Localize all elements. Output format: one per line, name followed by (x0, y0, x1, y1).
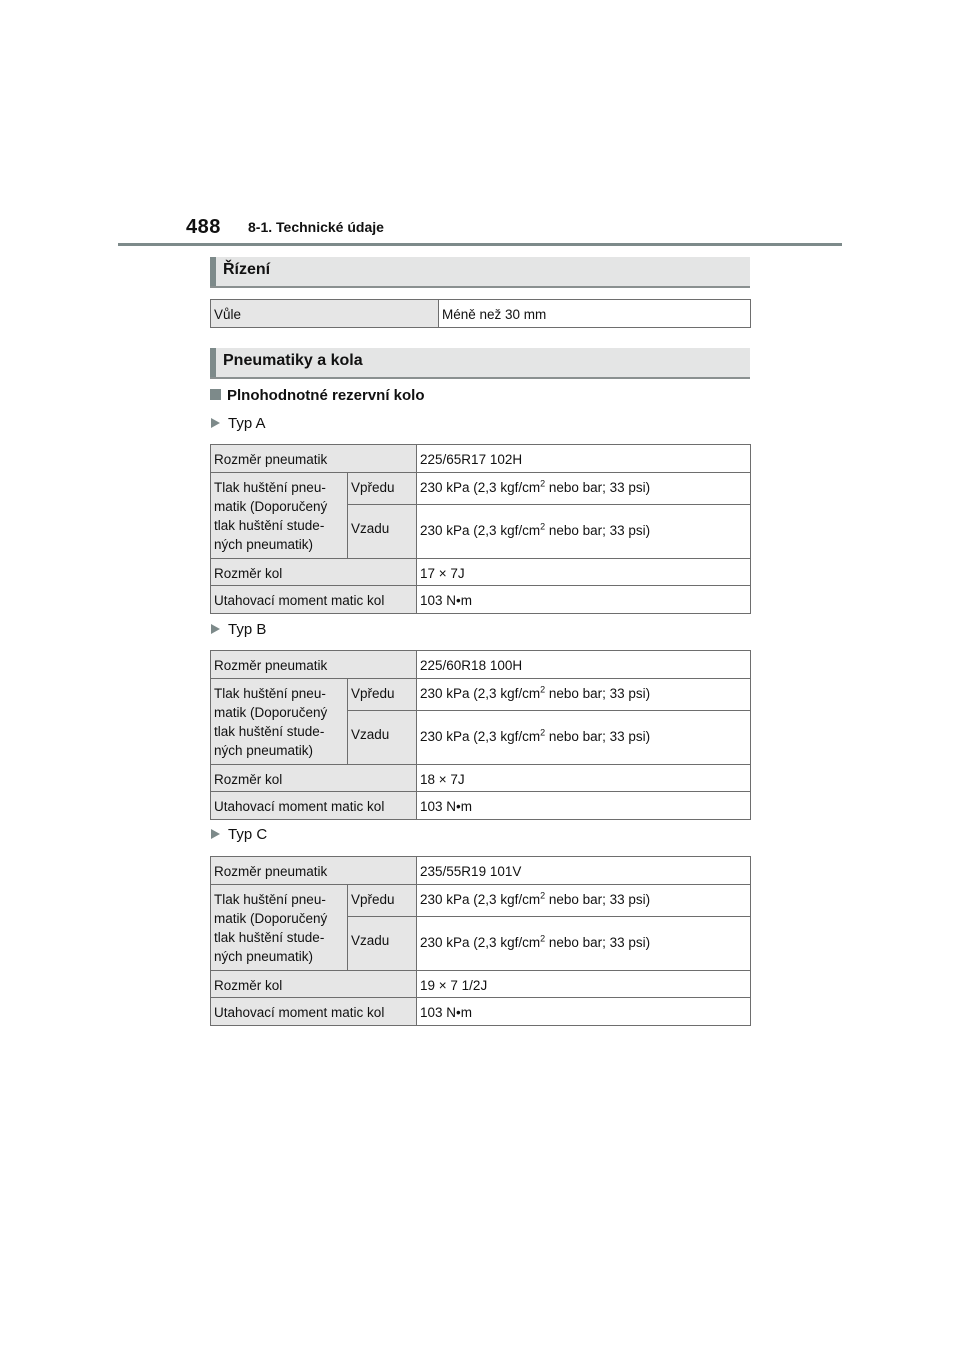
pressure-label (211, 473, 348, 559)
chapter-title: 8-1. Technické údaje (248, 219, 384, 235)
steering-table (210, 299, 751, 328)
tire-size-label: Rozměr pneumatik (211, 445, 417, 473)
front-label: Vpředu (348, 885, 417, 917)
pressure-label (211, 885, 348, 971)
wheel-size-value: 17 × 7J (417, 559, 751, 586)
triangle-bullet-icon (211, 418, 220, 428)
table-row (211, 792, 751, 820)
tires-title: Pneumatiky a kola (223, 352, 363, 369)
table-row (211, 651, 751, 679)
heading-accent-bar (210, 257, 216, 286)
rear-label: Vzadu (348, 917, 417, 971)
tire-size-value: 225/65R17 102H (417, 445, 751, 473)
tire-size-value: 235/55R19 101V (417, 857, 751, 885)
tire-size-label: Rozměr pneumatik (211, 857, 417, 885)
rear-label: Vzadu (348, 505, 417, 559)
play-value: Méně než 30 mm (439, 300, 751, 328)
table-row (211, 971, 751, 998)
front-label: Vpředu (348, 473, 417, 505)
type-a-table (210, 444, 751, 614)
type-a-heading-text: Typ A (228, 415, 266, 432)
table-row (211, 473, 751, 505)
type-c-table (210, 856, 751, 1026)
pressure-label-line: matik (Doporučený (214, 705, 328, 720)
triangle-bullet-icon (211, 829, 220, 839)
pressure-label-line: matik (Doporučený (214, 911, 328, 926)
torque-value: 103 N•m (417, 998, 751, 1026)
tire-size-value: 225/60R18 100H (417, 651, 751, 679)
pressure-label-line: Tlak huštění pneu- (214, 892, 326, 907)
wheel-size-label: Rozměr kol (211, 971, 417, 998)
rear-label: Vzadu (348, 711, 417, 765)
table-row (211, 586, 751, 614)
torque-label: Utahovací moment matic kol (211, 586, 417, 614)
spare-wheel-subheading-text: Plnohodnotné rezervní kolo (227, 387, 425, 404)
type-b-heading-text: Typ B (228, 621, 267, 638)
table-row (211, 857, 751, 885)
rear-pressure-value: 230 kPa (2,3 kgf/$cm^2$ nebo bar; 33 psi) (417, 917, 751, 971)
pressure-label-line: tlak huštění stude- (214, 930, 325, 945)
rear-pressure-value: 230 kPa (2,3 kgf/$cm^2$ nebo bar; 33 psi) (417, 505, 751, 559)
spare-wheel-subheading (210, 387, 425, 404)
table-row (211, 679, 751, 711)
pressure-label-line: Tlak huštění pneu- (214, 686, 326, 701)
pressure-label-line: tlak huštění stude- (214, 724, 325, 739)
rear-pressure-value: 230 kPa (2,3 kgf/$cm^2$ nebo bar; 33 psi) (417, 711, 751, 765)
type-b-heading (211, 621, 266, 638)
front-pressure-value: 230 kPa (2,3 kgf/$cm^2$ nebo bar; 33 psi) (417, 473, 751, 505)
torque-label: Utahovací moment matic kol (211, 998, 417, 1026)
pressure-label-line: ných pneumatik) (214, 537, 314, 552)
square-bullet-icon (210, 389, 221, 400)
pressure-label-line: Tlak huštění pneu- (214, 480, 326, 495)
pressure-label-line: tlak huštění stude- (214, 518, 325, 533)
table-row (211, 998, 751, 1026)
pressure-label-line: ných pneumatik) (214, 743, 314, 758)
header-divider (118, 243, 842, 246)
torque-label: Utahovací moment matic kol (211, 792, 417, 820)
front-label: Vpředu (348, 679, 417, 711)
triangle-bullet-icon (211, 624, 220, 634)
wheel-size-value: 19 × 7 1/2J (417, 971, 751, 998)
type-c-heading-text: Typ C (228, 826, 268, 843)
pressure-label-line: ných pneumatik) (214, 949, 314, 964)
torque-value: 103 N•m (417, 792, 751, 820)
table-row (211, 445, 751, 473)
table-row (211, 300, 751, 328)
type-b-table (210, 650, 751, 820)
table-row (211, 885, 751, 917)
steering-title: Řízení (223, 261, 271, 278)
tire-size-label: Rozměr pneumatik (211, 651, 417, 679)
page-number: 488 (186, 216, 221, 238)
front-pressure-value: 230 kPa (2,3 kgf/$cm^2$ nebo bar; 33 psi) (417, 679, 751, 711)
table-row (211, 765, 751, 792)
pressure-label (211, 679, 348, 765)
table-row (211, 559, 751, 586)
wheel-size-label: Rozměr kol (211, 559, 417, 586)
torque-value: 103 N•m (417, 586, 751, 614)
play-label: Vůle (211, 300, 439, 328)
pressure-label-line: matik (Doporučený (214, 499, 328, 514)
type-c-heading (211, 826, 267, 843)
tires-section-heading (210, 348, 750, 379)
type-a-heading (211, 415, 266, 432)
wheel-size-value: 18 × 7J (417, 765, 751, 792)
front-pressure-value: 230 kPa (2,3 kgf/$cm^2$ nebo bar; 33 psi) (417, 885, 751, 917)
heading-accent-bar (210, 348, 216, 377)
steering-section-heading (210, 257, 750, 288)
wheel-size-label: Rozměr kol (211, 765, 417, 792)
